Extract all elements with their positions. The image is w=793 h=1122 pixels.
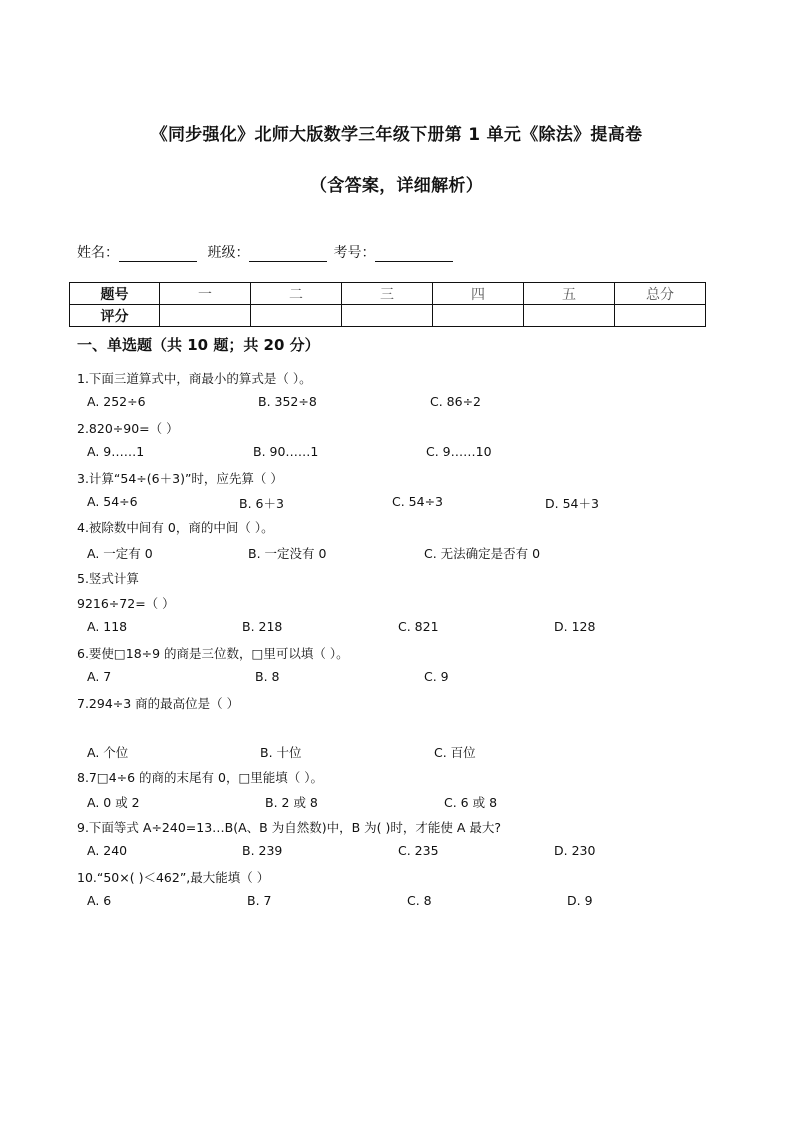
score-table-header-row <box>70 283 706 305</box>
header-cell-3: 三 <box>342 283 433 305</box>
q7-option-a[interactable]: A. 个位 <box>87 745 129 760</box>
score-table <box>69 282 706 327</box>
name-blank[interactable] <box>119 245 197 262</box>
q4-option-c[interactable]: C. 无法确定是否有 0 <box>424 546 541 561</box>
q7-option-c[interactable]: C. 百位 <box>434 745 476 760</box>
q10-option-c[interactable]: C. 8 <box>407 893 432 908</box>
header-cell-5: 五 <box>524 283 615 305</box>
q3-option-b[interactable]: B. 6＋3 <box>239 496 284 511</box>
q5-option-d[interactable]: D. 128 <box>554 619 596 634</box>
q5-option-a[interactable]: A. 118 <box>87 619 128 634</box>
score-cell-5[interactable] <box>524 305 615 327</box>
question-7: 7.294÷3 商的最高位是（ ） <box>77 696 240 711</box>
header-cell-1: 一 <box>160 283 251 305</box>
q8-option-c[interactable]: C. 6 或 8 <box>444 795 498 810</box>
q7-option-b[interactable]: B. 十位 <box>260 745 302 760</box>
q8-option-a[interactable]: A. 0 或 2 <box>87 795 140 810</box>
score-row-label: 评分 <box>70 305 160 327</box>
q8-option-b[interactable]: B. 2 或 8 <box>265 795 318 810</box>
q4-option-b[interactable]: B. 一定没有 0 <box>248 546 327 561</box>
score-cell-total[interactable] <box>615 305 706 327</box>
q1-option-b[interactable]: B. 352÷8 <box>258 394 317 409</box>
question-2: 2.820÷90=（ ） <box>77 421 179 436</box>
class-label: 班级： <box>207 245 250 261</box>
q9-option-a[interactable]: A. 240 <box>87 843 128 858</box>
q6-option-c[interactable]: C. 9 <box>424 669 449 684</box>
score-table-score-row <box>70 305 706 327</box>
question-5-expression: 9216÷72=（ ） <box>77 596 175 611</box>
q10-option-d[interactable]: D. 9 <box>567 893 593 908</box>
q5-option-b[interactable]: B. 218 <box>242 619 283 634</box>
document-title: 《同步强化》北师大版数学三年级下册第 1 单元《除法》提高卷 <box>150 125 643 145</box>
document-subtitle: （含答案，详细解析） <box>310 176 483 196</box>
question-1: 1.下面三道算式中，商最小的算式是（ ）。 <box>77 371 312 386</box>
header-cell-2: 二 <box>251 283 342 305</box>
exam-no-label: 考号： <box>333 245 376 261</box>
question-5: 5.竖式计算 <box>77 571 139 586</box>
question-4: 4.被除数中间有 0，商的中间（ ）。 <box>77 520 274 535</box>
student-info <box>77 242 459 262</box>
question-10: 10.“50×( )＜462”,最大能填（ ） <box>77 870 270 885</box>
q2-option-c[interactable]: C. 9……10 <box>426 444 492 459</box>
q5-option-c[interactable]: C. 821 <box>398 619 439 634</box>
question-9: 9.下面等式 A÷240=13…B(A、B 为自然数)中，B 为( )时，才能使 A 最大? <box>77 820 501 835</box>
question-8: 8.7□4÷6 的商的末尾有 0，□里能填（ ）。 <box>77 770 324 785</box>
q3-option-c[interactable]: C. 54÷3 <box>392 494 444 509</box>
q9-option-b[interactable]: B. 239 <box>242 843 283 858</box>
q2-option-b[interactable]: B. 90……1 <box>253 444 319 459</box>
q3-option-a[interactable]: A. 54÷6 <box>87 494 138 509</box>
q1-option-c[interactable]: C. 86÷2 <box>430 394 482 409</box>
q9-option-c[interactable]: C. 235 <box>398 843 439 858</box>
q10-option-b[interactable]: B. 7 <box>247 893 272 908</box>
score-cell-1[interactable] <box>160 305 251 327</box>
score-cell-4[interactable] <box>433 305 524 327</box>
section-title: 一、单选题（共 10 题；共 20 分） <box>77 336 320 354</box>
q1-option-a[interactable]: A. 252÷6 <box>87 394 146 409</box>
question-6: 6.要使□18÷9 的商是三位数，□里可以填（ ）。 <box>77 646 349 661</box>
q10-option-a[interactable]: A. 6 <box>87 893 112 908</box>
score-cell-2[interactable] <box>251 305 342 327</box>
q9-option-d[interactable]: D. 230 <box>554 843 596 858</box>
score-cell-3[interactable] <box>342 305 433 327</box>
q3-option-d[interactable]: D. 54＋3 <box>545 496 599 511</box>
class-blank[interactable] <box>249 245 327 262</box>
question-3: 3.计算“54÷(6＋3)”时，应先算（ ） <box>77 471 283 486</box>
header-cell-total: 总分 <box>615 283 706 305</box>
name-label: 姓名： <box>77 245 119 261</box>
q6-option-a[interactable]: A. 7 <box>87 669 112 684</box>
exam-no-blank[interactable] <box>375 245 453 262</box>
header-cell-4: 四 <box>433 283 524 305</box>
q4-option-a[interactable]: A. 一定有 0 <box>87 546 153 561</box>
q2-option-a[interactable]: A. 9……1 <box>87 444 145 459</box>
header-cell-question-no: 题号 <box>70 283 160 305</box>
q6-option-b[interactable]: B. 8 <box>255 669 280 684</box>
